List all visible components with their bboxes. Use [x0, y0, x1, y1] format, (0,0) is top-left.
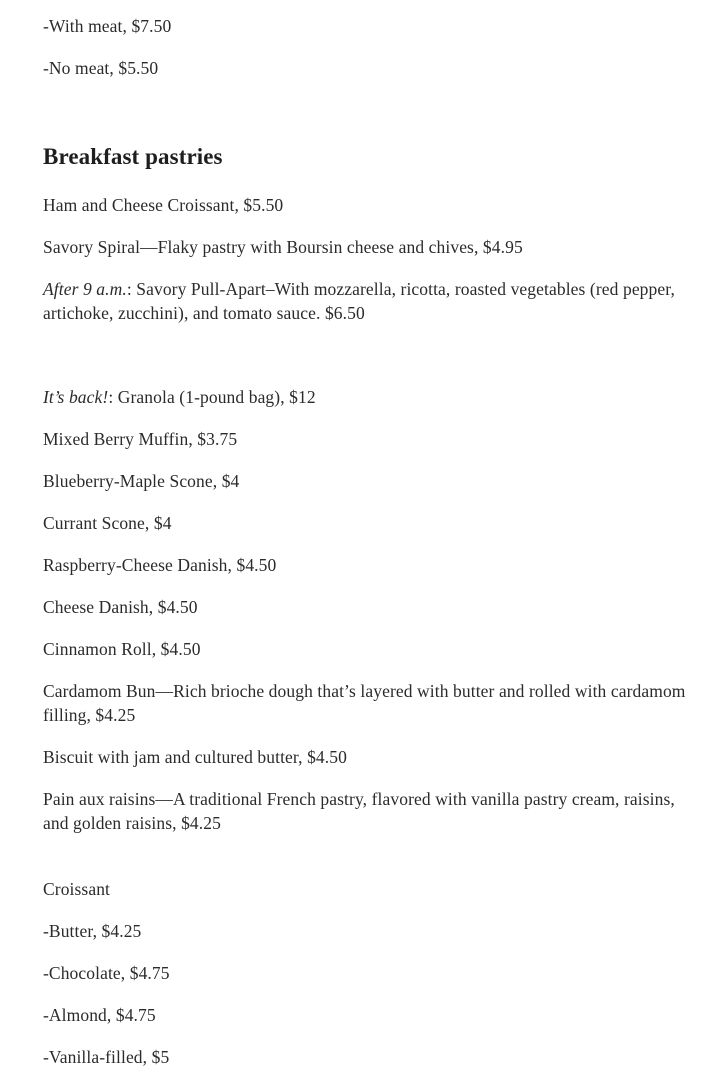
menu-item-pain-aux-raisins: Pain aux raisins—A traditional French pastry, flavored with vanilla pastry cream, raisins, and golden raisins, $4.25: [43, 789, 675, 833]
time-note: After 9 a.m.: [43, 279, 127, 299]
section-heading-breakfast-pastries: Breakfast pastries: [43, 144, 223, 169]
subsection-title-croissant: Croissant: [43, 879, 111, 899]
menu-item-savory-pull-apart: [43, 277, 703, 325]
menu-item-cardamom-bun: Cardamom Bun—Rich brioche dough that’s layered with butter and rolled with cardamom filling, $4.25: [43, 681, 686, 725]
menu-item-granola: [43, 385, 316, 409]
menu-item-savory-spiral: Savory Spiral—Flaky pastry with Boursin cheese and chives, $4.95: [43, 237, 523, 257]
menu-item-no-meat: -No meat, $5.50: [43, 58, 159, 78]
menu-item-raspberry-cheese-danish: Raspberry-Cheese Danish, $4.50: [43, 555, 277, 575]
menu-item-mixed-berry-muffin: Mixed Berry Muffin, $3.75: [43, 429, 238, 449]
menu-item-almond-croissant: -Almond, $4.75: [43, 1005, 156, 1025]
callout-note: It’s back!: [43, 387, 109, 407]
menu-item-biscuit: Biscuit with jam and cultured butter, $4.50: [43, 747, 347, 767]
menu-item-chocolate-croissant: -Chocolate, $4.75: [43, 963, 170, 983]
menu-item-with-meat: -With meat, $7.50: [43, 16, 172, 36]
menu-item-text: : Savory Pull-Apart–With mozzarella, ricotta, roasted vegetables (red pepper, artichoke, zucchini), and tomato sauce. $6.50: [43, 279, 675, 323]
menu-item-ham-cheese-croissant: Ham and Cheese Croissant, $5.50: [43, 195, 284, 215]
menu-item-currant-scone: Currant Scone, $4: [43, 513, 172, 533]
menu-item-cheese-danish: Cheese Danish, $4.50: [43, 597, 198, 617]
menu-item-cinnamon-roll: Cinnamon Roll, $4.50: [43, 639, 201, 659]
menu-item-blueberry-maple-scone: Blueberry-Maple Scone, $4: [43, 471, 240, 491]
menu-item-text: : Granola (1-pound bag), $12: [108, 387, 316, 407]
menu-item-vanilla-croissant: -Vanilla-filled, $5: [43, 1047, 170, 1067]
menu-item-butter-croissant: -Butter, $4.25: [43, 921, 142, 941]
